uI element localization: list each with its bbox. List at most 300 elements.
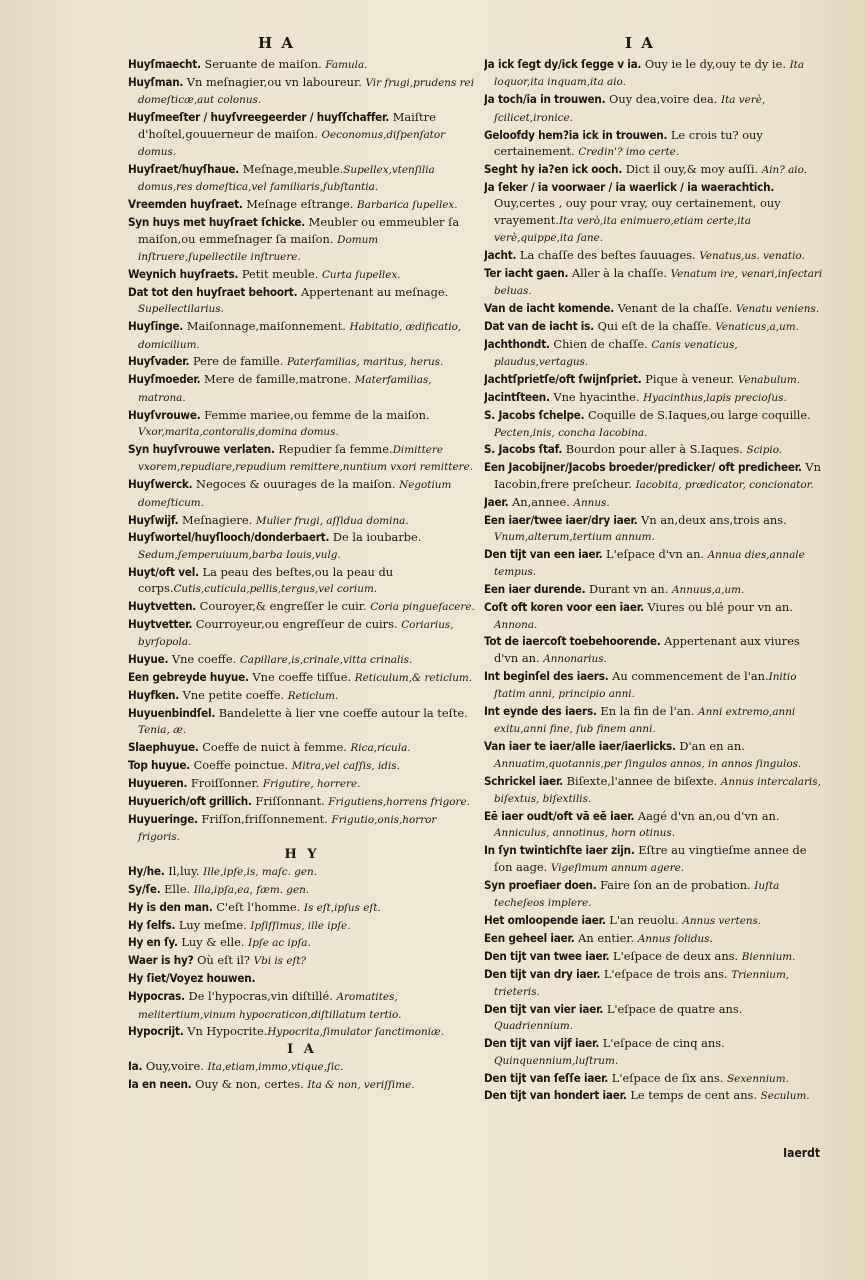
headword: Den tijt van een iaer. bbox=[484, 546, 603, 561]
french-gloss: Vne coeffe tiſſue. bbox=[248, 670, 355, 685]
french-gloss: Petit meuble. bbox=[238, 266, 322, 281]
latin-gloss: Ain? aio. bbox=[761, 163, 808, 176]
dictionary-entry bbox=[128, 988, 476, 1023]
dictionary-entry bbox=[484, 1035, 824, 1069]
french-gloss: L'eſpace de deux ans. bbox=[609, 948, 742, 963]
dictionary-entry bbox=[128, 476, 476, 511]
dictionary-entry bbox=[484, 389, 824, 406]
french-gloss: En la fin de l'an. bbox=[596, 704, 699, 719]
latin-gloss: Frigutio,onis,horror frigoris. bbox=[138, 813, 437, 844]
dictionary-entry bbox=[484, 91, 824, 126]
french-gloss: Maiſtre d'hoſtel,gouuerneur de maiſon. bbox=[138, 110, 436, 141]
french-gloss: Appertenant aux viures d'vn an. bbox=[494, 634, 800, 665]
headword: Huyſman. bbox=[128, 74, 184, 89]
headword: S. Jacobs ſtaf. bbox=[484, 442, 563, 457]
french-gloss: Appertenant au meſnage. bbox=[297, 284, 449, 299]
french-gloss: Courroyeur,ou engreſſeur de cuirs. bbox=[192, 617, 402, 631]
dictionary-entry bbox=[484, 441, 824, 458]
dictionary-entry bbox=[128, 651, 476, 668]
headword: Hy ſelfs. bbox=[128, 917, 176, 932]
headword: Vreemden huyſraet. bbox=[128, 197, 243, 212]
headword: Huyuenbindſel. bbox=[128, 706, 216, 721]
latin-gloss: Oeconomus,diſpenſator domus. bbox=[138, 128, 446, 159]
french-gloss: Maiſonnage,maiſonnement. bbox=[183, 319, 350, 334]
headword: Huyueringe. bbox=[128, 811, 198, 826]
headword: Den tijt van vier iaer. bbox=[484, 1001, 604, 1016]
dictionary-entry bbox=[128, 353, 476, 370]
latin-gloss: Venatu veniens. bbox=[735, 303, 820, 316]
headword: Eē iaer oudt/oft vā eē iaer. bbox=[484, 808, 635, 823]
headword: Ja ick ſegt dy/ick ſegge v ia. bbox=[484, 57, 642, 71]
latin-gloss: Annuatim,quotannis,per ſingulos annos, in annos ſingulos. bbox=[494, 757, 802, 770]
dictionary-entry bbox=[484, 161, 824, 178]
dictionary-entry bbox=[128, 757, 476, 774]
headword: Ja toch/ia in trouwen. bbox=[484, 92, 606, 107]
headword: Ja ſeker / ia voorwaer / ia waerlick / ia waerachtich. bbox=[484, 179, 775, 194]
dictionary-entry bbox=[484, 930, 824, 947]
headword: Hypocras. bbox=[128, 989, 185, 1004]
latin-gloss: Canis venaticus, plaudus,vertagus. bbox=[494, 339, 738, 369]
headword: Den tijt van ſeſſe iaer. bbox=[484, 1070, 609, 1085]
french-gloss: Meſnagiere. bbox=[178, 512, 256, 527]
dictionary-entry bbox=[128, 407, 476, 441]
latin-gloss: Domum inſtruere,ſupellectile inſtruere. bbox=[138, 233, 379, 263]
headword: Huyuerich/oft grillich. bbox=[128, 794, 252, 809]
dictionary-entry bbox=[128, 811, 476, 846]
entries-hy bbox=[128, 863, 476, 1041]
dictionary-entry bbox=[128, 598, 476, 615]
latin-gloss: Habitatio, ædificatio, domicilium. bbox=[138, 321, 462, 351]
dictionary-entry bbox=[484, 877, 824, 912]
headword: Een geheel iaer. bbox=[484, 930, 575, 945]
headword: Huyſinge. bbox=[128, 319, 184, 334]
french-gloss: Coeffe de nuict à femme. bbox=[198, 740, 351, 755]
dictionary-entry bbox=[484, 773, 824, 808]
french-gloss: Vn meſnagier,ou vn laboureur. bbox=[183, 74, 366, 89]
latin-gloss: Negotium domeſticum. bbox=[138, 479, 452, 509]
headword: Huyſmaecht. bbox=[128, 57, 201, 71]
headword: Huyſwerck. bbox=[128, 477, 193, 492]
headword: Jachtſprietſe/oft ſwijnſpriet. bbox=[484, 372, 642, 387]
latin-gloss: Is eſt,ipſus eſt. bbox=[303, 901, 381, 914]
dictionary-entry bbox=[484, 300, 824, 317]
dictionary-entry bbox=[484, 371, 824, 388]
dictionary-entry bbox=[128, 1023, 476, 1040]
french-gloss: Froiſſonner. bbox=[187, 776, 263, 791]
headword: Waer is hy? bbox=[128, 953, 194, 968]
latin-gloss: Iacobita, prædicator, concionator. bbox=[635, 478, 814, 491]
french-gloss: L'eſpace d'vn an. bbox=[602, 546, 708, 561]
dictionary-entry bbox=[484, 247, 824, 264]
headword: Hy is den man. bbox=[128, 899, 213, 914]
french-gloss: Qui eſt de la chaſſe. bbox=[593, 319, 716, 334]
latin-gloss: Quinquennium,luſtrum. bbox=[494, 1054, 619, 1067]
french-gloss: Friſſon,friſſonnement. bbox=[197, 811, 332, 826]
latin-gloss: Ita,etiam,immo,vtique,ſic. bbox=[207, 1060, 344, 1073]
dictionary-entry bbox=[128, 74, 476, 109]
french-gloss: Elle. bbox=[160, 881, 194, 896]
dictionary-entry bbox=[484, 599, 824, 633]
dictionary-entry bbox=[484, 1070, 824, 1087]
dictionary-entry bbox=[484, 56, 824, 91]
latin-gloss: Hyacinthus,lapis precioſus. bbox=[643, 392, 787, 405]
french-gloss: Ouy & non, certes. bbox=[191, 1076, 308, 1091]
dictionary-entry bbox=[128, 1076, 476, 1093]
french-gloss: Couroyer,& engreſſer le cuir. bbox=[196, 599, 371, 614]
latin-gloss: Supellectilarius. bbox=[138, 303, 224, 316]
latin-gloss: Annua dies,annale tempus. bbox=[494, 548, 805, 579]
french-gloss: Venant de la chaſſe. bbox=[614, 301, 736, 316]
headword: Tot de iaercoſt toebehoorende. bbox=[484, 634, 661, 649]
dictionary-entry bbox=[128, 512, 476, 529]
dictionary-entry bbox=[484, 633, 824, 667]
headword: Huyt/oft vel. bbox=[128, 564, 199, 579]
latin-gloss: Triennium, trieteris. bbox=[494, 968, 790, 999]
latin-gloss: Materfamilias, matrona. bbox=[138, 374, 432, 404]
latin-gloss: Frigutire, horrere. bbox=[262, 778, 361, 791]
french-gloss: An,annee. bbox=[508, 494, 574, 509]
french-gloss: Biſexte,l'annee de biſexte. bbox=[563, 773, 721, 788]
dictionary-entry bbox=[128, 214, 476, 265]
latin-gloss: Annonarius. bbox=[543, 652, 607, 665]
dictionary-entry bbox=[484, 127, 824, 161]
dictionary-entry bbox=[128, 793, 476, 810]
headword: Huyſmeeſter / huyſvreegeerder / huyſſchaffer. bbox=[128, 110, 390, 125]
dictionary-entry bbox=[128, 564, 476, 598]
dictionary-entry bbox=[484, 459, 824, 493]
french-gloss: Vne petite coeffe. bbox=[178, 688, 288, 703]
french-gloss: L'eſpace de cinq ans. bbox=[599, 1036, 725, 1051]
headword: Een iaer durende. bbox=[484, 582, 586, 597]
french-gloss: Femme mariee,ou femme de la maiſon. bbox=[200, 407, 430, 422]
headword: Int eynde des iaers. bbox=[484, 704, 597, 719]
dictionary-entry bbox=[484, 407, 824, 441]
latin-gloss: Supellex,vtenſilia domus,res domeſtica,vel familiaris,ſubſtantia. bbox=[138, 163, 435, 194]
latin-gloss: Frigutiens,horrens frigore. bbox=[328, 796, 470, 809]
french-gloss: Negoces & ouurages de la maiſon. bbox=[192, 477, 400, 492]
french-gloss: Meubler ou emmeubler ſa maiſon,ou emmeſnager ſa maiſon. bbox=[138, 215, 460, 246]
headword: Coſt oft koren voor een iaer. bbox=[484, 600, 644, 615]
dictionary-entry bbox=[128, 529, 476, 563]
headword: Huyueren. bbox=[128, 776, 188, 791]
french-gloss: Ouy,certes , ouy pour vray, ouy certainement, ouy vrayement. bbox=[494, 196, 781, 227]
dictionary-entry bbox=[128, 1058, 476, 1075]
latin-gloss: Annus. bbox=[573, 496, 610, 509]
latin-gloss: Capillare,is,crinale,vitta crinalis. bbox=[239, 654, 413, 667]
catchword: Iaerdt bbox=[783, 1146, 820, 1160]
french-gloss: D'an en an. bbox=[675, 739, 745, 754]
latin-gloss: Biennium. bbox=[741, 950, 796, 963]
latin-gloss: Annus ſolidus. bbox=[637, 932, 713, 945]
latin-gloss: Ipſiſſimus, ille ipſe. bbox=[250, 919, 351, 932]
french-gloss: Le temps de cent ans. bbox=[626, 1088, 761, 1103]
latin-gloss: Hypocrita,ſimulator ſanctimoniæ. bbox=[267, 1026, 445, 1039]
dictionary-entry bbox=[128, 970, 476, 987]
dictionary-entry bbox=[484, 318, 824, 335]
headword: Sy/ſe. bbox=[128, 881, 161, 896]
latin-gloss: Vxor,marita,contoralis,domina domus. bbox=[138, 426, 339, 439]
dictionary-entry bbox=[128, 284, 476, 318]
french-gloss: Repudier ſa femme. bbox=[274, 441, 393, 456]
dictionary-entry bbox=[128, 917, 476, 934]
headword: Hy en ſy. bbox=[128, 935, 178, 950]
french-gloss: Le crois tu? ouy certainement. bbox=[494, 127, 763, 159]
french-gloss: Durant vn an. bbox=[585, 582, 672, 597]
dictionary-entry bbox=[484, 1001, 824, 1035]
latin-gloss: Iuſta techeſeos implere. bbox=[494, 879, 780, 909]
french-gloss: Eſtre au vingtieſme annee de ſon aage. bbox=[494, 843, 807, 874]
latin-gloss: Annus vertens. bbox=[682, 914, 762, 927]
headword: Syn huyſvrouwe verlaten. bbox=[128, 441, 275, 456]
headword: Van iaer te iaer/alle iaer/iaerlicks. bbox=[484, 739, 676, 754]
french-gloss: De l'hypocras,vin diſtillé. bbox=[184, 989, 337, 1004]
headword: Huytvetten. bbox=[128, 599, 197, 614]
entries-hu bbox=[128, 56, 476, 846]
headword: Den tijt van vijf iaer. bbox=[484, 1036, 600, 1051]
french-gloss: Vn Hypocrite. bbox=[183, 1024, 268, 1039]
headword: Van de iacht komende. bbox=[484, 301, 615, 316]
latin-gloss: Ita verè, ſcilicet,ironice. bbox=[494, 94, 766, 124]
french-gloss: Faire ſon an de probation. bbox=[596, 877, 755, 892]
french-gloss: Où eſt il? bbox=[193, 953, 254, 968]
dictionary-entry bbox=[128, 616, 476, 651]
headword: Seght hy ia?en ick ooch. bbox=[484, 161, 623, 176]
french-gloss: Luy & elle. bbox=[177, 935, 249, 950]
latin-gloss: Vbi is eſt? bbox=[253, 955, 307, 968]
french-gloss: Vne hyacinthe. bbox=[549, 390, 644, 405]
latin-gloss: Mulier frugi, aſſidua domina. bbox=[255, 514, 409, 527]
latin-gloss: Vigeſimum annum agere. bbox=[550, 861, 685, 874]
headword: Jaer. bbox=[484, 494, 509, 509]
headword: Den tijt van hondert iaer. bbox=[484, 1088, 627, 1103]
page-margin-bottom bbox=[0, 1170, 866, 1280]
latin-gloss: Seculum. bbox=[760, 1090, 810, 1103]
latin-gloss: Credin'? imo certe. bbox=[578, 146, 680, 159]
dictionary-entry bbox=[128, 371, 476, 406]
headword: Huyſmoeder. bbox=[128, 372, 201, 387]
dictionary-entry bbox=[484, 703, 824, 738]
dictionary-entry bbox=[484, 581, 824, 598]
dictionary-entry bbox=[484, 494, 824, 511]
french-gloss: Coquille de S.Iaques,ou large coquille. bbox=[584, 408, 811, 423]
latin-gloss: Ita verò,ita enimuero,etiam certe,ita verè,quippe,ita ſane. bbox=[494, 214, 751, 245]
section-heading-ia: I A bbox=[287, 1041, 317, 1057]
dictionary-entry bbox=[128, 863, 476, 880]
french-gloss: Coeffe poinctue. bbox=[189, 758, 292, 773]
french-gloss: L'an reuolu. bbox=[605, 912, 683, 927]
latin-gloss: Dimittere vxorem,repudiare,repudium remittere,nuntium vxori remittere. bbox=[138, 443, 474, 474]
headword: Een Jacobijner/Jacobs broeder/predicker/ oft predicheer. bbox=[484, 460, 802, 475]
dictionary-entry bbox=[128, 56, 476, 73]
latin-gloss: Initio ſtatim anni, principio anni. bbox=[494, 670, 797, 701]
latin-gloss: Ille,ipſe,is, maſc. gen. bbox=[203, 865, 317, 878]
headword: Huyſwijf. bbox=[128, 512, 179, 527]
latin-gloss: Annuus,a,um. bbox=[672, 584, 745, 597]
latin-gloss: Sexennium. bbox=[727, 1072, 789, 1085]
entries-ia bbox=[128, 1058, 476, 1093]
latin-gloss: Ipſe ac ipſa. bbox=[248, 937, 311, 950]
latin-gloss: Quadriennium. bbox=[494, 1020, 574, 1033]
french-gloss: Bandelette à lier vne coeffe autour la teſte. bbox=[215, 706, 468, 721]
dictionary-entry bbox=[128, 318, 476, 353]
french-gloss: Vn an,deux ans,trois ans. bbox=[637, 512, 787, 527]
latin-gloss: Reticlum. bbox=[287, 690, 339, 703]
latin-gloss: Mitra,vel caſſis, idis. bbox=[291, 760, 400, 773]
section-heading-hy: H Y bbox=[284, 846, 320, 862]
entries-ia-ja bbox=[484, 56, 824, 1105]
dictionary-entry bbox=[484, 512, 824, 546]
dictionary-entry bbox=[128, 934, 476, 951]
headword: Huytvetter. bbox=[128, 617, 193, 631]
headword: Dat tot den huyſraet behoort. bbox=[128, 284, 298, 299]
latin-gloss: Venaticus,a,um. bbox=[715, 321, 799, 334]
latin-gloss: Cutis,cuticula,pellis,tergus,vel corium. bbox=[173, 583, 378, 596]
dictionary-entry bbox=[128, 109, 476, 160]
french-gloss: Bourdon pour aller à S.Iaques. bbox=[562, 442, 747, 457]
dictionary-entry bbox=[484, 948, 824, 965]
french-gloss: Meſnage eſtrange. bbox=[242, 197, 358, 212]
latin-gloss: Barbarica ſupellex. bbox=[357, 199, 458, 212]
latin-gloss: Sedum,ſemperuiuum,barba Iouis,vulg. bbox=[138, 548, 341, 561]
latin-gloss: Venatum ire, venari,inſectari beluas. bbox=[494, 267, 823, 298]
right-column bbox=[484, 56, 824, 1165]
french-gloss: Ouy ie le dy,ouy te dy ie. bbox=[641, 57, 790, 71]
latin-gloss: Annus intercalaris, biſextus, biſextilis. bbox=[494, 775, 821, 806]
dictionary-entry bbox=[484, 179, 824, 247]
french-gloss: Pere de famille. bbox=[189, 354, 288, 369]
french-gloss: La peau des beſtes,ou la peau du corps. bbox=[138, 564, 394, 596]
dictionary-entry bbox=[128, 775, 476, 792]
latin-gloss: Ita loquor,ita inquam,ita aio. bbox=[494, 59, 805, 89]
headword: Den tijt van dry iaer. bbox=[484, 966, 601, 981]
dictionary-entry bbox=[128, 881, 476, 898]
dictionary-entry bbox=[484, 808, 824, 842]
french-gloss: Aller à la chaſſe. bbox=[568, 265, 671, 280]
latin-gloss: Vir frugi,prudens rei domeſticæ,aut colonus. bbox=[138, 76, 475, 107]
french-gloss: Dict il ouy,& moy auſſi. bbox=[622, 161, 762, 176]
french-gloss: L'eſpace de quatre ans. bbox=[603, 1001, 743, 1016]
french-gloss: Luy meſme. bbox=[175, 917, 251, 932]
latin-gloss: Pecten,inis, concha Iacobina. bbox=[494, 426, 648, 439]
dictionary-entry bbox=[484, 842, 824, 876]
dictionary-entry bbox=[128, 687, 476, 704]
headword: Jachthondt. bbox=[484, 337, 550, 351]
headword: Hypocrijt. bbox=[128, 1024, 184, 1039]
running-header bbox=[0, 34, 866, 54]
latin-gloss: Reticulum,& reticlum. bbox=[354, 672, 473, 685]
french-gloss: C'eſt l'homme. bbox=[212, 899, 304, 914]
french-gloss: Viures ou blé pour vn an. bbox=[643, 600, 793, 615]
dictionary-entry bbox=[128, 266, 476, 283]
french-gloss: Meſnage,meuble. bbox=[239, 161, 344, 176]
headword: Ia. bbox=[128, 1058, 143, 1073]
headword: Slaephuyue. bbox=[128, 740, 199, 755]
headword: Schrickel iaer. bbox=[484, 773, 564, 788]
latin-gloss: Vnum,alterum,tertium annum. bbox=[494, 530, 655, 543]
headword: Int beginſel des iaers. bbox=[484, 668, 609, 683]
headword: Huyſraet/huyſhaue. bbox=[128, 161, 240, 176]
header-left: H A bbox=[258, 34, 296, 52]
dictionary-entry bbox=[128, 739, 476, 756]
headword: S. Jacobs ſchelpe. bbox=[484, 408, 585, 423]
dictionary-entry bbox=[484, 546, 824, 581]
headword: Ia en neen. bbox=[128, 1076, 192, 1091]
latin-gloss: Coriarius, byrſopola. bbox=[138, 619, 454, 649]
headword: Dat van de iacht is. bbox=[484, 319, 594, 334]
dictionary-entry bbox=[128, 196, 476, 213]
french-gloss: Mere de famille,matrone. bbox=[200, 372, 355, 387]
headword: Huyue. bbox=[128, 652, 169, 667]
headword: Jacht. bbox=[484, 247, 517, 262]
headword: Huyſvrouwe. bbox=[128, 407, 201, 422]
dictionary-entry bbox=[484, 912, 824, 929]
headword: Syn huys met huyſraet ſchicke. bbox=[128, 215, 306, 230]
latin-gloss: Paterfamilias, maritus, herus. bbox=[287, 356, 444, 369]
french-gloss: Seruante de maiſon. bbox=[200, 57, 326, 71]
headword: Een iaer/twee iaer/dry iaer. bbox=[484, 512, 638, 527]
dictionary-entry bbox=[484, 265, 824, 300]
dictionary-entry bbox=[128, 441, 476, 476]
left-column bbox=[128, 56, 476, 1165]
dictionary-entry bbox=[128, 899, 476, 916]
dictionary-entry bbox=[128, 952, 476, 969]
french-gloss: De la ioubarbe. bbox=[329, 530, 422, 545]
french-gloss: La chaſſe des beſtes ſauuages. bbox=[516, 247, 700, 262]
headword: Weynich huyſraets. bbox=[128, 266, 239, 281]
french-gloss: Aagé d'vn an,ou d'vn an. bbox=[634, 808, 780, 823]
headword: Huyſwortel/huyſlooch/donderbaert. bbox=[128, 530, 330, 545]
latin-gloss: Tenia, æ. bbox=[138, 724, 187, 737]
french-gloss: L'eſpace de trois ans. bbox=[600, 966, 732, 981]
latin-gloss: Anniculus, annotinus, horn otinus. bbox=[494, 827, 676, 840]
headword: Huyfken. bbox=[128, 688, 179, 703]
latin-gloss: Curta ſupellex. bbox=[321, 268, 401, 281]
latin-gloss: Anni extremo,anni exitu,anni fine, ſub finem anni. bbox=[494, 706, 796, 736]
latin-gloss: Venabulum. bbox=[737, 374, 800, 387]
latin-gloss: Venatus,us. venatio. bbox=[699, 249, 805, 262]
header-right: I A bbox=[625, 34, 655, 52]
latin-gloss: Annona. bbox=[494, 618, 538, 631]
latin-gloss: Rica,ricula. bbox=[350, 742, 411, 755]
dictionary-entry bbox=[484, 738, 824, 772]
dictionary-entry bbox=[484, 668, 824, 703]
french-gloss: Ouy dea,voire dea. bbox=[605, 92, 722, 107]
latin-gloss: Aromatites, melitertium,vinum hypocraticon,diſtillatum tertio. bbox=[138, 991, 402, 1021]
headword: Huyſvader. bbox=[128, 354, 190, 369]
dictionary-entry bbox=[128, 705, 476, 739]
dictionary-entry bbox=[484, 336, 824, 371]
french-gloss: Vn Iacobin,frere preſcheur. bbox=[494, 460, 821, 491]
headword: Den tijt van twee iaer. bbox=[484, 948, 610, 963]
dictionary-entry bbox=[128, 161, 476, 196]
french-gloss: Il,luy. bbox=[164, 863, 204, 878]
headword: In ſyn twintichſte iaer zijn. bbox=[484, 843, 635, 858]
french-gloss: Chien de chaſſe. bbox=[549, 337, 652, 351]
dictionary-entry bbox=[128, 669, 476, 686]
french-gloss: Au commencement de l'an. bbox=[608, 668, 769, 683]
headword: Top huyue. bbox=[128, 758, 190, 773]
french-gloss: Friſſonnant. bbox=[251, 794, 329, 809]
dictionary-entry bbox=[484, 1087, 824, 1104]
headword: Een gebreyde huyue. bbox=[128, 670, 249, 685]
headword: Hy/he. bbox=[128, 863, 165, 878]
french-gloss: Ouy,voire. bbox=[142, 1058, 208, 1073]
latin-gloss: Coria pinguefacere. bbox=[370, 601, 475, 614]
latin-gloss: Illa,ipſa,ea, fæm. gen. bbox=[193, 883, 310, 896]
headword: Ter iacht gaen. bbox=[484, 265, 569, 280]
french-gloss: L'eſpace de ſix ans. bbox=[608, 1070, 728, 1085]
latin-gloss: Ita & non, veriſſime. bbox=[307, 1078, 415, 1091]
